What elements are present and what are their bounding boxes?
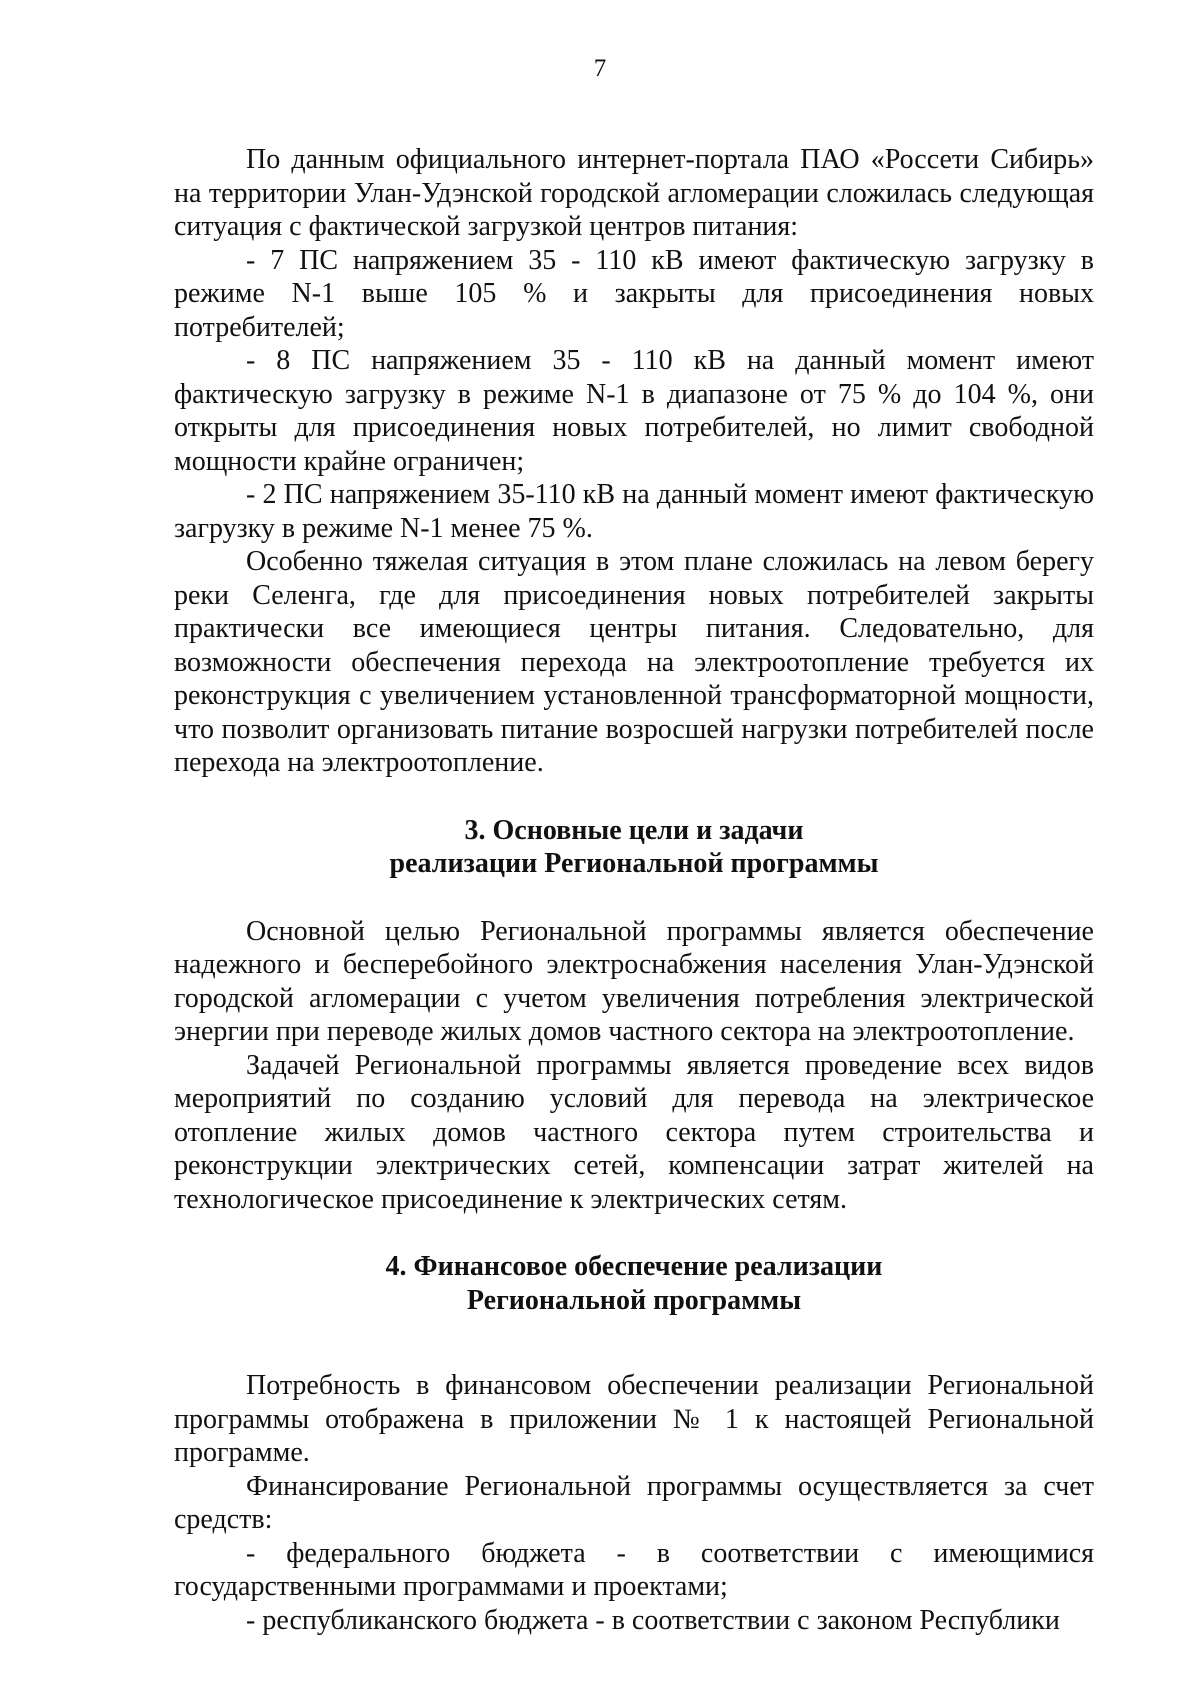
spacer [174,881,1094,915]
section-3-paragraph: Задачей Региональной программы является проведение всех видов мероприятий по созданию условий для перевода на электрическое отопление жилых домов частного сектора путем строительства и реконструкции электрических сетей, компенсации затрат жителей на технологическое присоединение к электрических сетям. [174,1049,1094,1215]
intro-paragraph: Особенно тяжелая ситуация в этом плане сложилась на левом берегу реки Селенга, где для присоединения новых потребителей закрыты практически все имеющиеся центры питания. Следовательно, для возможности обеспечения перехода на электроотопление требуется их реконструкция с увеличением установленной трансформаторной мощности, что позволит организовать питание возросшей нагрузки потребителей после перехода на электроотопление. [174,546,1094,778]
document-body [174,143,1094,1637]
page-number: 7 [593,55,607,82]
section-4-heading-line: 4. Финансовое обеспечение реализации [385,1251,883,1282]
section-4-paragraph: Потребность в финансовом обеспечении реализации Региональной программы отображена в приложении № 1 к настоящей Региональной программе. [174,1370,1094,1468]
section-3-heading [174,814,1094,881]
spacer [174,1216,1094,1250]
spacer [174,780,1094,814]
section-3-heading-line: реализации Региональной программы [389,848,879,879]
intro-list-item: - 8 ПС напряжением 35 - 110 кВ на данный момент имеют фактическую загрузку в режиме N-1 в диапазоне от 75 % до 104 %, они открыты для присоединения новых потребителей, но лимит свободной мощности крайне ограничен; [174,345,1094,477]
section-4-heading-line: Региональной программы [466,1284,802,1316]
intro-paragraph: По данным официального интернет-портала ПАО «Россети Сибирь» на территории Улан-Удэнской городской агломерации сложилась следующая ситуация с фактической загрузкой центров питания: [174,144,1094,242]
spacer [174,1317,1094,1369]
section-4-list-item: - федерального бюджета - в соответствии с имеющимися государственными программами и проектами; [174,1537,1094,1602]
section-3-paragraph: Основной целью Региональной программы является обеспечение надежного и бесперебойного электроснабжения населения Улан-Удэнской городской агломерации с учетом увеличения потребления электрической энергии при переводе жилых домов частного сектора на электроотопление. [174,915,1094,1047]
section-3-heading-line: 3. Основные цели и задачи [464,814,804,846]
intro-list-item: - 7 ПС напряжением 35 - 110 кВ имеют фактическую загрузку в режиме N-1 выше 105 % и закрыты для присоединения новых потребителей; [174,244,1094,343]
section-4-paragraph: Финансирование Региональной программы осуществляется за счет средств: [174,1470,1094,1535]
section-4-list-item: - республиканского бюджета - в соответствии с законом Республики [246,1604,1060,1636]
intro-list-item: - 2 ПС напряжением 35-110 кВ на данный момент имеют фактическую загрузку в режиме N-1 менее 75 %. [174,479,1094,544]
section-4-heading [174,1250,1094,1317]
